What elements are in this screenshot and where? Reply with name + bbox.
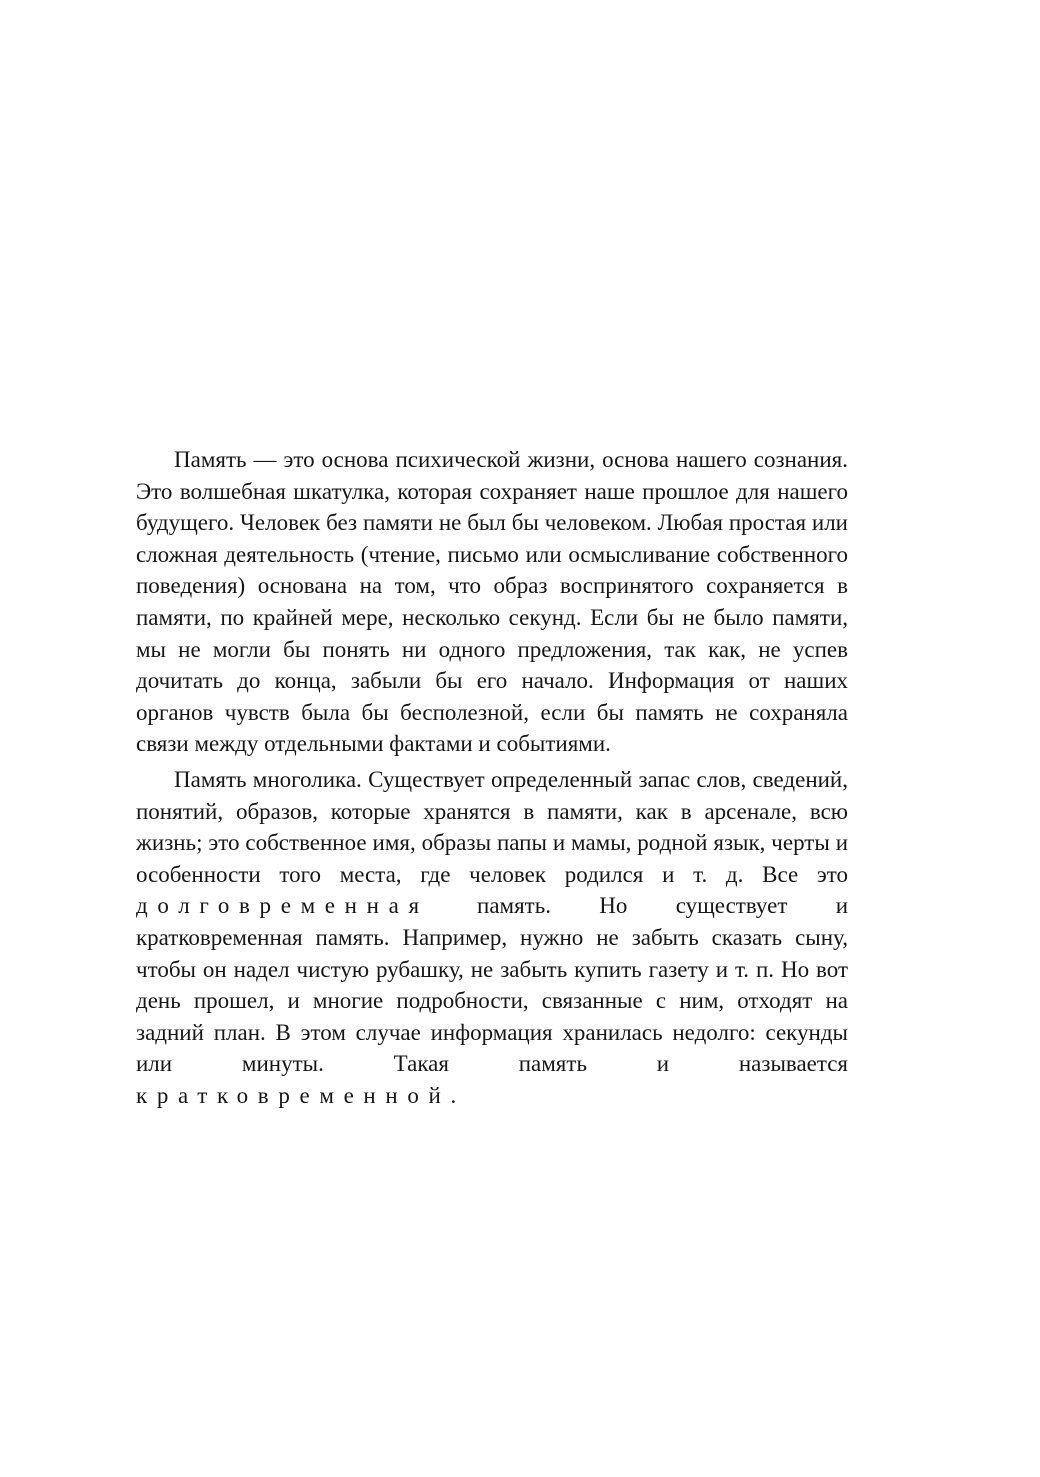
paragraph-2-end: . xyxy=(450,1082,457,1108)
body-text xyxy=(136,444,848,1111)
paragraph-1: Память — это основа психической жизни, основа нашего сознания. Это волшебная шкатулка, которая сохраняет наше прошлое для нашего будущего. Человек без памяти не был бы человеком. Любая простая или сложная деятельность (чтение, письмо или осмысливание собственного поведения) основана на том, что образ воспринятого сохраняется в памяти, по крайней мере, несколько секунд. Если бы не было памяти, мы не могли бы понять ни одного предложения, так как, не успев дочитать до конца, забыли бы его начало. Информация от наших органов чувств была бы бесполезной, если бы память не сохраняла связи между отдельными фактами и событиями. xyxy=(136,447,848,757)
paragraph-2-part-1: Память многолика. Существует определенный запас слов, сведений, понятий, образов, которые хранятся в памяти, как в арсенале, всю жизнь; это собственное имя, образы папы и мамы, родной язык, черты и особенности того места, где человек родился и т. д. Все это xyxy=(136,766,848,887)
paragraph-2-part-2: память. Но существует и кратковременная память. Например, нужно не забыть сказать сыну, чтобы он надел чистую рубашку, не забыть купить газету и т. п. Но вот день прошел, и многие подробности, связанные с ним, отходят на задний план. В этом случае информация хранилась недолго: секунды или минуты. Такая память и называется xyxy=(136,893,848,1077)
spaced-term-short-term: кратковременной xyxy=(136,1082,451,1108)
spaced-term-long-term: долговременная xyxy=(136,893,429,919)
paragraph-2 xyxy=(136,764,848,1112)
